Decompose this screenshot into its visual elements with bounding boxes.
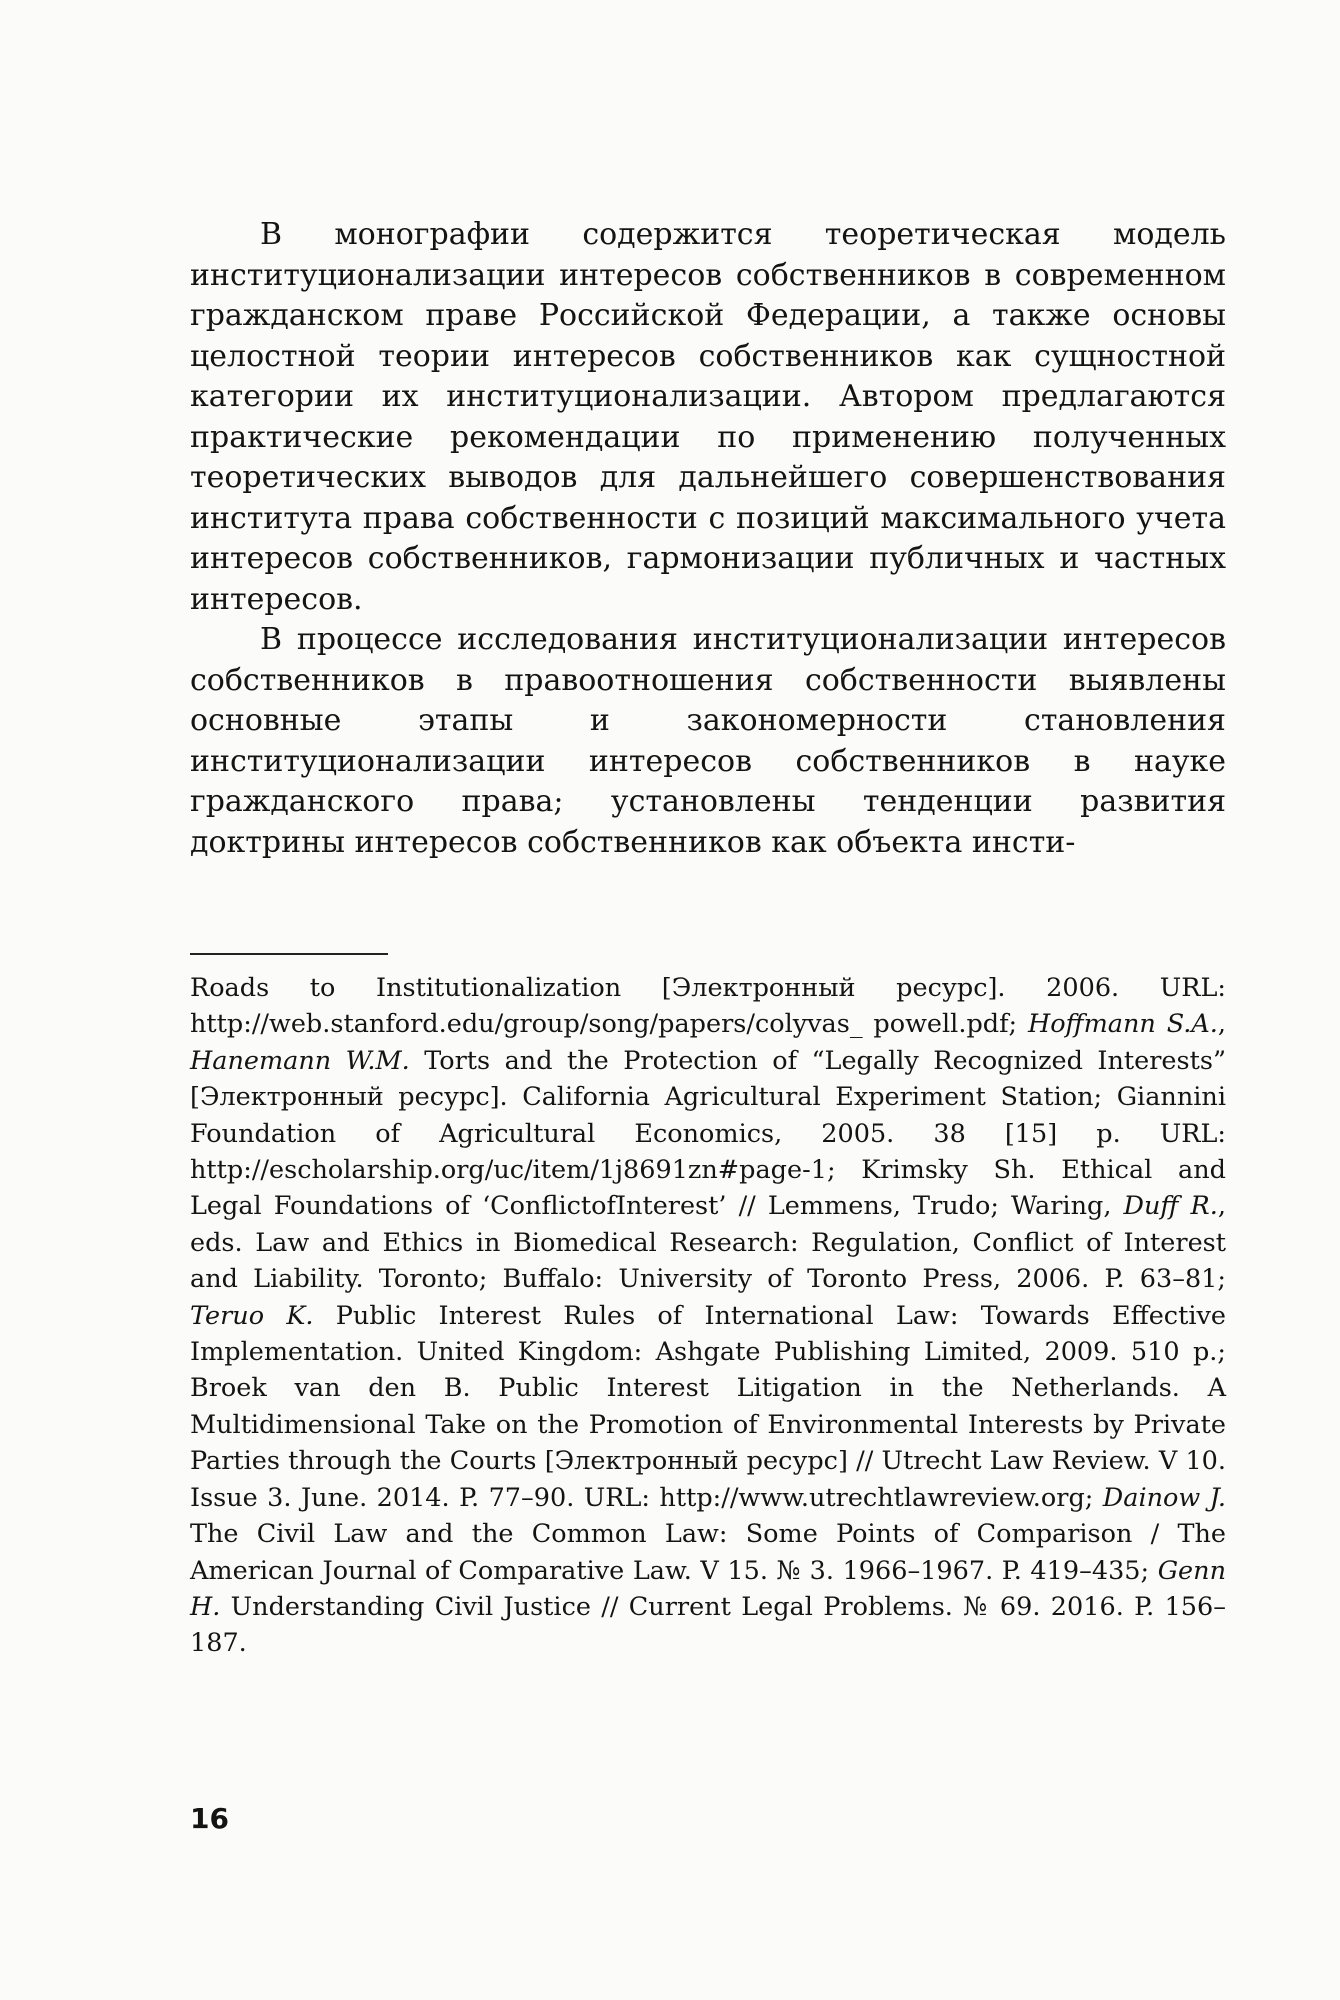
footnote-author-italic: Genn H. [190,1555,1226,1622]
page-number: 16 [190,1802,229,1835]
footnote-author-italic: Duff R. [1123,1191,1218,1222]
footnote-author-italic: Teruo K. [190,1300,314,1331]
footnote-segment: Torts and the Protection of “Legally Recognized Interests” [Электронный ресурс]. California Agricultural Experiment Station; Giannini Foundation of Agricultural Economics, 2005. 38 [15] p. URL: http://escholarship.org/uc/item/1j8691zn#page-1; Krimsky Sh. Ethical and Legal Foundations of ‘ConflictofInterest’ // Lemmens, Trudo; Waring, [190,1045,1226,1222]
footnote-segment: Public Interest Rules of International Law: Towards Effective Implementation. United Kingdom: Ashgate Publishing Limited, 2009. 510 p.; Broek van den B. Public Interest Litigation in the Netherlands. A Multidimensional Take on the Promotion of Environmental Interests by Private Parties through the Courts [Электронный ресурс] // Utrecht Law Review. V 10. Issue 3. June. 2014. P. 77–90. URL: http://www.utrechtlawreview.org; [190,1300,1226,1513]
footnote-divider [190,953,388,955]
footnote-segment: , [1217,1009,1226,1040]
main-text [190,215,1226,863]
footnote-segment: Roads to Institutionalization [Электронный ресурс]. 2006. URL: http://web.stanford.edu/group/song/papers/colyvas_ powell.pdf; [190,973,1226,1040]
footnote-segment: The Civil Law and the Common Law: Some Points of Comparison / The American Journal of Comparative Law. V 15. № 3. 1966–1967. P. 419–435; [190,1519,1226,1586]
footnote-segment: Understanding Civil Justice // Current Legal Problems. № 69. 2016. P. 156–187. [190,1591,1226,1659]
paragraph-1: В монографии содержится теоретическая модель институционализации интересов собственников в современном гражданском праве Российской Федерации, а также основы целостной теории интересов собственников как сущностной категории их институционализации. Автором предлагаются практические рекомендации по применению полученных теоретических выводов для дальнейшего совершенствования института права собственности с позиций максимального учета интересов собственников, гармонизации публичных и частных интересов. [190,217,1226,617]
footnote-author-italic: Dainow J. [1102,1482,1226,1513]
footnote-author-italic: Hoffmann S.A. [1027,1009,1218,1040]
footnote-author-italic: Hanemann W.M. [190,1045,410,1076]
paragraph-2: В процессе исследования институционализации интересов собственников в правоотношения собственности выявлены основные этапы и закономерности становления институционализации интересов собственников в науке гражданского права; установлены тенденции развития доктрины интересов собственников как объекта инсти- [190,622,1226,860]
footnote-segment: , eds. Law and Ethics in Biomedical Research: Regulation, Conflict of Interest and Liability. Toronto; Buffalo: University of Toronto Press, 2006. P. 63–81; [190,1191,1226,1295]
footnote [190,970,1226,1662]
